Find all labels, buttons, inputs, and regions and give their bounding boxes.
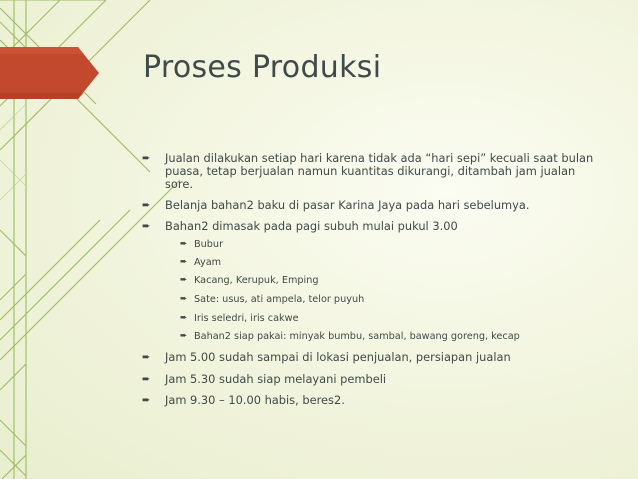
arrow-right-icon: ➨ (142, 395, 151, 406)
arrow-right-icon: ➨ (180, 294, 188, 304)
list-item-text: Bahan2 siap pakai: minyak bumbu, sambal, bawang goreng, kecap (194, 331, 520, 342)
list-item (180, 293, 600, 306)
list-item (180, 274, 600, 287)
list-item-text: Jam 5.30 sudah siap melayani pembeli (165, 372, 387, 386)
arrow-right-icon: ➨ (180, 313, 188, 323)
list-item (180, 330, 600, 343)
arrow-right-icon: ➨ (142, 374, 151, 385)
list-item (180, 312, 600, 325)
list-item-text: Bubur (194, 239, 224, 250)
list-item-text: Belanja bahan2 baku di pasar Karina Jaya pada hari sebelumya. (165, 198, 530, 212)
list-item-text: Sate: usus, ati ampela, telor puyuh (194, 294, 365, 305)
arrow-right-icon: ➨ (180, 239, 188, 249)
list-item (142, 220, 602, 233)
arrow-right-icon: ➨ (142, 221, 151, 232)
arrow-right-icon: ➨ (180, 331, 188, 341)
slide-title: Proses Produksi (143, 50, 382, 85)
list-item (142, 351, 602, 364)
arrow-right-icon: ➨ (142, 153, 151, 164)
list-item-text: Ayam (194, 257, 222, 268)
arrow-right-icon: ➨ (180, 275, 188, 285)
list-item-text: Kacang, Kerupuk, Emping (194, 275, 319, 286)
list-item (180, 238, 600, 251)
list-item-text: Jam 9.30 – 10.00 habis, beres2. (165, 393, 345, 407)
list-item (142, 199, 602, 212)
list-item (180, 256, 600, 269)
list-item-text: Jam 5.00 sudah sampai di lokasi penjualan, persiapan jualan (165, 350, 511, 364)
arrow-right-icon: ➨ (142, 352, 151, 363)
arrow-right-icon: ➨ (180, 257, 188, 267)
arrow-right-icon: ➨ (142, 200, 151, 211)
list-item-text: Bahan2 dimasak pada pagi subuh mulai pukul 3.00 (165, 219, 458, 233)
list-item (142, 373, 602, 386)
list-item (142, 394, 602, 407)
list-item-text: Jualan dilakukan setiap hari karena tidak ada “hari sepi” kecuali saat bulan puasa, tetap berjualan namun kuantitas dikurangi, ditambah jam jualan sore. (165, 151, 594, 191)
list-item-text: Iris seledri, iris cakwe (194, 313, 299, 324)
list-item (142, 152, 602, 191)
